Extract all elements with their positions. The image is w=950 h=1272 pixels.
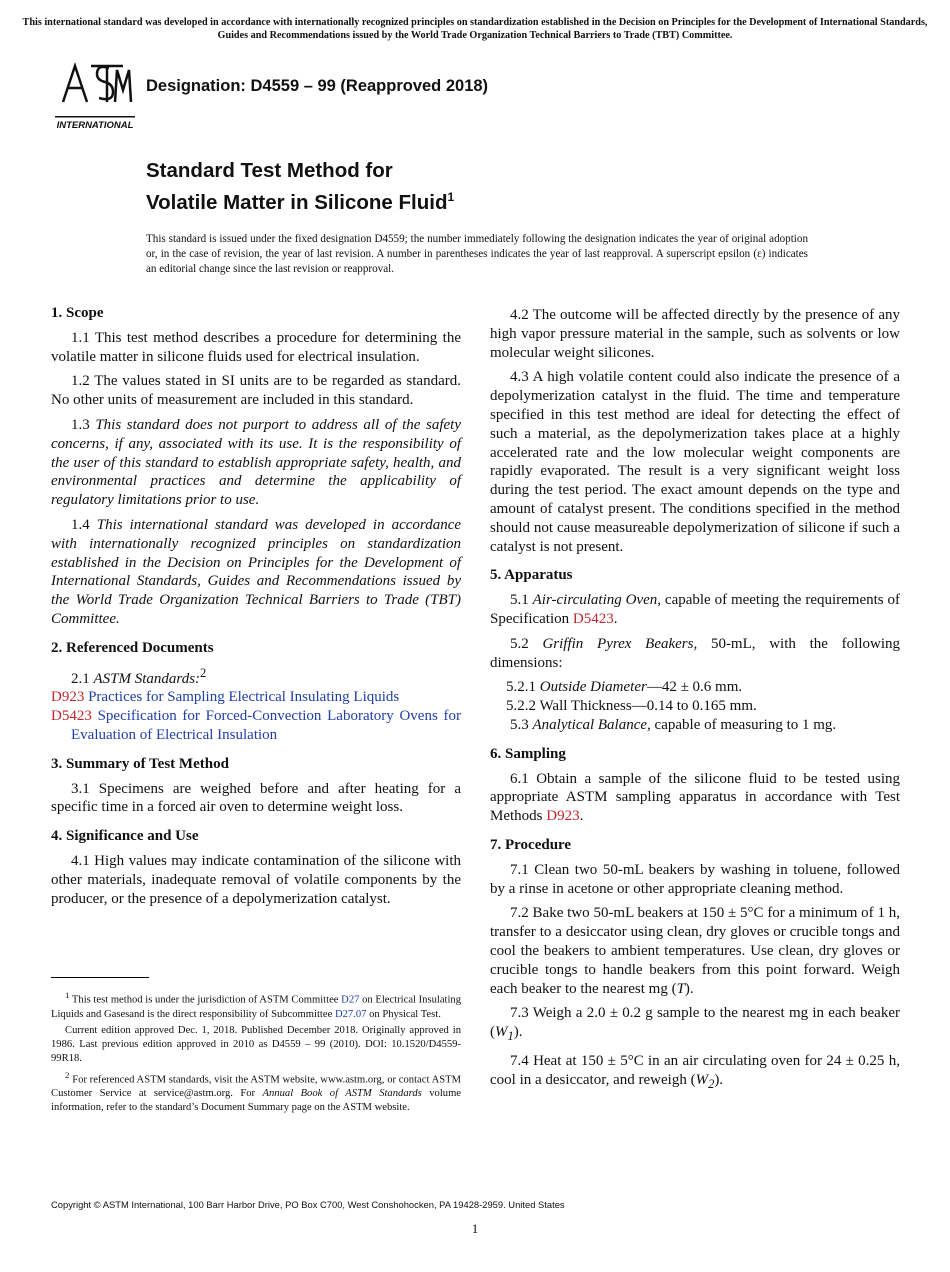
ref-item-d5423[interactable] (51, 707, 461, 745)
apparatus-5-2-2: 5.2.2 Wall Thickness—0.14 to 0.165 mm. (506, 698, 757, 715)
designation: Designation: D4559 – 99 (Reapproved 2018) (146, 77, 489, 95)
footnote-1: $^1$ This test method is under the jurisdiction of ASTM Committee D27 on Electrical Insulating Liquids and Gasesand is the direct responsibility of Subcommittee D27.07 on Physical Test. (51, 990, 462, 1020)
footnote-separator (51, 977, 149, 978)
scope-1-3: 1.3 This standard does not purport to address all of the safety concerns, if any, associated with its use. It is the responsibility of the user of this standard to establish appropriate safety, health, and environmental practices and determine the applicability of regulatory limitations prior to use. (51, 416, 462, 509)
significance-4-1: 4.1 High values may indicate contamination of the silicone with other materials, inadequate removal of volatile components by the producer, or the presence of a depolymerization catalyst. (51, 852, 461, 907)
link-d5423[interactable]: D5423 (572, 610, 614, 627)
title-line-2: Volatile Matter in Silicone Fluid (146, 190, 448, 214)
title-line-1: Standard Test Method for (146, 159, 393, 182)
apparatus-5-2: 5.2 Griffin Pyrex Beakers, 50-mL, with the following dimensions: (490, 635, 900, 671)
astm-logo (53, 58, 137, 132)
scope-heading: 1. Scope (51, 305, 104, 321)
ref-code-d923[interactable]: D923 (51, 689, 85, 706)
section-procedure (490, 836, 900, 1094)
scope-1-2: 1.2 The values stated in SI units are to be regarded as standard. No other units of measurement are included in this standard. (51, 373, 461, 409)
footnotes (51, 988, 461, 1117)
section-summary (51, 755, 461, 817)
refdocs-2-1: 2.1 ASTM Standards:$^2$ (71, 665, 207, 687)
procedure-7-2: 7.2 Bake two 50-mL beakers at 150 ± 5°C for a minimum of 1 h, transfer to a desiccator using clean, dry gloves or crucible tongs and cool the beakers to ambient temperatures. Use clean, dry gloves or crucible tongs to handle beakers from this point forward. Weigh each beaker to the nearest mg (T). (490, 905, 900, 997)
summary-heading: 3. Summary of Test Method (51, 755, 229, 772)
procedure-7-1: 7.1 Clean two 50-mL beakers by washing in toluene, followed by a rinse in acetone or other appropriate cleaning method. (490, 861, 900, 897)
footnote-2: $^2$ For referenced ASTM standards, visit the ASTM website, www.astm.org, or contact ASTM Customer Service at service@astm.org. For Annual Book of ASTM Standards volume information, refer to the standard’s Document Summary page on the ASTM website. (51, 1069, 462, 1114)
right-column (490, 306, 900, 1103)
section-scope (51, 304, 461, 629)
refdocs-heading: 2. Referenced Documents (51, 639, 214, 656)
apparatus-5-1: 5.1 Air-circulating Oven, capable of meeting the requirements of Specification D5423. (490, 592, 900, 627)
copyright: Copyright © ASTM International, 100 Barr Harbor Drive, PO Box C700, West Conshohocken, PA 19428-2959. United States (51, 1199, 565, 1210)
significance-heading: 4. Significance and Use (51, 828, 199, 845)
significance-4-3: 4.3 A high volatile content could also indicate the presence of a depolymerization catalyst in the fluid. The time and temperature specified in this test method are ideal for detecting the effect of such a material, as the depolymerization takes place at a highly accelerated rate and the low molecular weight components are rapidly evaporated. The result is a very significant weight loss during the test period. The exact amount depends on the type and amount of catalyst present. The conditions specified in the method should not cause measureable depolymerization of silicone if such a catalyst is not present. (490, 369, 900, 555)
footnote-1-edition: Current edition approved Dec. 1, 2018. Published December 2018. Originally approved in 1986. Last previous edition approved in 2010 as D4559 – 99 (2010). DOI: 10.1520/D4559-99R18. (51, 1024, 461, 1064)
link-d27[interactable]: D27 (341, 994, 360, 1006)
section-referenced-documents (51, 639, 461, 745)
apparatus-heading: 5. Apparatus (490, 567, 573, 584)
link-d923[interactable]: D923 (546, 808, 580, 825)
significance-4-2: 4.2 The outcome will be affected directly by the presence of any high vapor pressure material in the sample, such as solvents or low molecular weight silicones. (490, 307, 900, 361)
procedure-heading: 7. Procedure (490, 836, 572, 853)
section-sampling (490, 745, 900, 826)
ref-code-d5423[interactable]: D5423 (51, 708, 92, 725)
apparatus-5-3: 5.3 Analytical Balance, capable of measuring to 1 mg. (510, 716, 837, 733)
left-column (51, 304, 461, 918)
ref-item-d923[interactable] (51, 688, 461, 707)
title-footnote-mark: 1 (447, 190, 455, 204)
ref-title-d5423[interactable]: Specification for Forced-Convection Laboratory Ovens for Evaluation of Electrical Insulation (71, 708, 462, 743)
ref-title-d923[interactable]: Practices for Sampling Electrical Insulating Liquids (88, 689, 400, 706)
issued-note: This standard is issued under the fixed designation D4559; the number immediately following the designation indicates the year of original adoption or, in the case of revision, the year of last revision. A number in parentheses indicates the year of last reapproval. A superscript epsilon (ε) indicates an editorial change since the last revision or reapproval. (146, 233, 808, 275)
sampling-6-1: 6.1 Obtain a sample of the silicone fluid to be tested using appropriate ASTM sampling apparatus in accordance with Test Methods D923. (490, 770, 900, 825)
link-d27-07[interactable]: D27.07 (334, 1008, 367, 1020)
document-title (146, 158, 454, 216)
section-significance (51, 827, 461, 908)
procedure-7-3: 7.3 Weigh a 2.0 ± 0.2 g sample to the nearest mg in each beaker $(W_1)$. (490, 1005, 900, 1044)
procedure-7-4: 7.4 Heat at 150 ± 5°C in an air circulating oven for 24 ± 0.25 h, cool in a desiccator, and reweigh $(W_2)$. (490, 1052, 900, 1091)
summary-3-1: 3.1 Specimens are weighed before and after heating for a specific time in a forced air oven to determine weight loss. (51, 780, 461, 816)
scope-1-4: 1.4 This international standard was developed in accordance with internationally recognized principles on standardization established in the Decision on Principles for the Development of International Standards, Guides and Recommendations issued by the World Trade Organization Technical Barriers to Trade (TBT) Committee. (51, 516, 462, 627)
scope-1-1: 1.1 This test method describes a procedure for determining the volatile matter in silicone fluids used for electrical insulation. (51, 329, 461, 365)
logo-text: INTERNATIONAL (56, 120, 134, 131)
sampling-heading: 6. Sampling (490, 745, 566, 762)
section-significance-cont (490, 306, 900, 556)
page-number: 1 (471, 1221, 479, 1236)
section-apparatus (490, 566, 900, 734)
apparatus-5-2-1: 5.2.1 Outside Diameter—42 ± 0.6 mm. (506, 679, 743, 696)
header-note: This international standard was developed in accordance with internationally recognized principles on standardization established in the Decision on Principles for the Development of International Standards, Guides and Recommendations issued by the World Trade Organization Technical Barriers to Trade (TBT) Committee. (22, 17, 928, 41)
